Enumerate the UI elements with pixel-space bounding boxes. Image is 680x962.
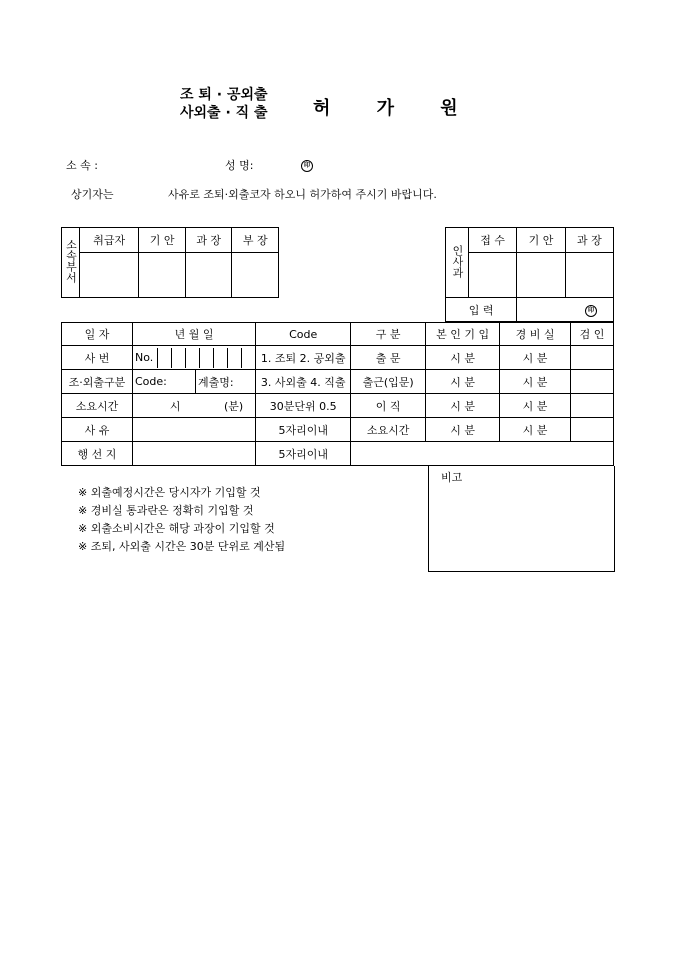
self-time-field[interactable]: 시 분: [426, 346, 500, 370]
approval-right-sign-cell[interactable]: [565, 253, 613, 298]
note-item: ※ 외출예정시간은 당시자가 기입할 것: [78, 486, 261, 499]
note-item: ※ 경비실 통과란은 정확히 기입할 것: [78, 504, 254, 517]
self-time-field[interactable]: 시 분: [426, 370, 500, 394]
destination-field[interactable]: [132, 442, 255, 466]
approval-right-sign-cell[interactable]: [517, 253, 565, 298]
guard-time-field[interactable]: 시 분: [500, 346, 571, 370]
row-label: 사 번: [62, 346, 133, 370]
page-title: 허 가 원: [313, 98, 478, 119]
remarks-label: 비고: [441, 471, 463, 484]
guard-time-field[interactable]: 시 분: [500, 370, 571, 394]
inspect-cell[interactable]: [571, 346, 614, 370]
self-time-field[interactable]: 시 분: [426, 394, 500, 418]
code-desc: 1. 조퇴 2. 공외출: [256, 346, 351, 370]
notes-list: [78, 484, 285, 556]
remarks-box[interactable]: [428, 466, 615, 572]
type-label: 이 직: [351, 394, 426, 418]
blank-cell: [351, 442, 614, 466]
approval-right-sign-cell[interactable]: [469, 253, 517, 298]
duration-field[interactable]: 시 (분): [132, 394, 255, 418]
affiliation-label: 소 속 :: [66, 159, 98, 172]
approval-left-col: 부 장: [232, 228, 279, 253]
approval-left-table: [61, 227, 279, 298]
inspect-cell[interactable]: [571, 418, 614, 442]
employee-no-field[interactable]: No.: [132, 346, 255, 370]
approval-left-side-label: 소속부서: [62, 228, 80, 298]
code-desc: 5자리이내: [256, 418, 351, 442]
approval-left-sign-cell[interactable]: [80, 253, 139, 298]
row-label: 소요시간: [62, 394, 133, 418]
header-date: 일 자: [62, 323, 133, 346]
main-table: [61, 322, 614, 466]
guard-time-field[interactable]: 시 분: [500, 418, 571, 442]
header-code: Code: [256, 323, 351, 346]
type-label: 소요시간: [351, 418, 426, 442]
note-item: ※ 조퇴, 사외출 시간은 30분 단위로 계산됨: [78, 540, 286, 553]
seal-icon: 印: [585, 305, 597, 317]
outing-code-field[interactable]: Code:: [132, 370, 195, 394]
header-guard-room: 경 비 실: [500, 323, 571, 346]
title-line1: 조 퇴 · 공외출: [180, 87, 268, 103]
approval-left-col: 기 안: [139, 228, 186, 253]
approval-left-sign-cell[interactable]: [232, 253, 279, 298]
row-label: 사 유: [62, 418, 133, 442]
code-desc: 30분단위 0.5: [256, 394, 351, 418]
approval-right-col: 과 장: [565, 228, 613, 253]
name-label: 성 명:: [225, 159, 254, 172]
header-ymd: 년 월 일: [132, 323, 255, 346]
row-label: 조·외출구분: [62, 370, 133, 394]
code-desc: 5자리이내: [256, 442, 351, 466]
guard-time-field[interactable]: 시 분: [500, 394, 571, 418]
approval-left-col: 취급자: [80, 228, 139, 253]
header-type: 구 분: [351, 323, 426, 346]
self-time-field[interactable]: 시 분: [426, 418, 500, 442]
approval-right-col: 기 안: [517, 228, 565, 253]
approval-left-col: 과 장: [185, 228, 232, 253]
request-prefix: 상기자는: [71, 188, 114, 201]
request-text: 사유로 조퇴·외출코자 하오니 허가하여 주시기 바랍니다.: [168, 188, 437, 201]
header-inspect: 검 인: [571, 323, 614, 346]
header-self-entry: 본 인 기 입: [426, 323, 500, 346]
inspect-cell[interactable]: [571, 370, 614, 394]
input-label: 입 력: [446, 298, 517, 322]
approval-left-sign-cell[interactable]: [185, 253, 232, 298]
approval-right-side-label: 인사과: [446, 228, 469, 298]
report-name-field[interactable]: 계출명:: [195, 370, 255, 394]
note-item: ※ 외출소비시간은 해당 과장이 기입할 것: [78, 522, 275, 535]
reason-field[interactable]: [132, 418, 255, 442]
row-label: 행 선 지: [62, 442, 133, 466]
inspect-cell[interactable]: [571, 394, 614, 418]
code-desc: 3. 사외출 4. 직출: [256, 370, 351, 394]
approval-left-sign-cell[interactable]: [139, 253, 186, 298]
type-label: 출근(입문): [351, 370, 426, 394]
approval-right-col: 접 수: [469, 228, 517, 253]
seal-icon: 印: [301, 157, 313, 172]
input-seal-cell[interactable]: [517, 298, 614, 322]
approval-right-table: [445, 227, 614, 322]
title-line2: 사외출 · 직 출: [180, 105, 268, 121]
type-label: 출 문: [351, 346, 426, 370]
